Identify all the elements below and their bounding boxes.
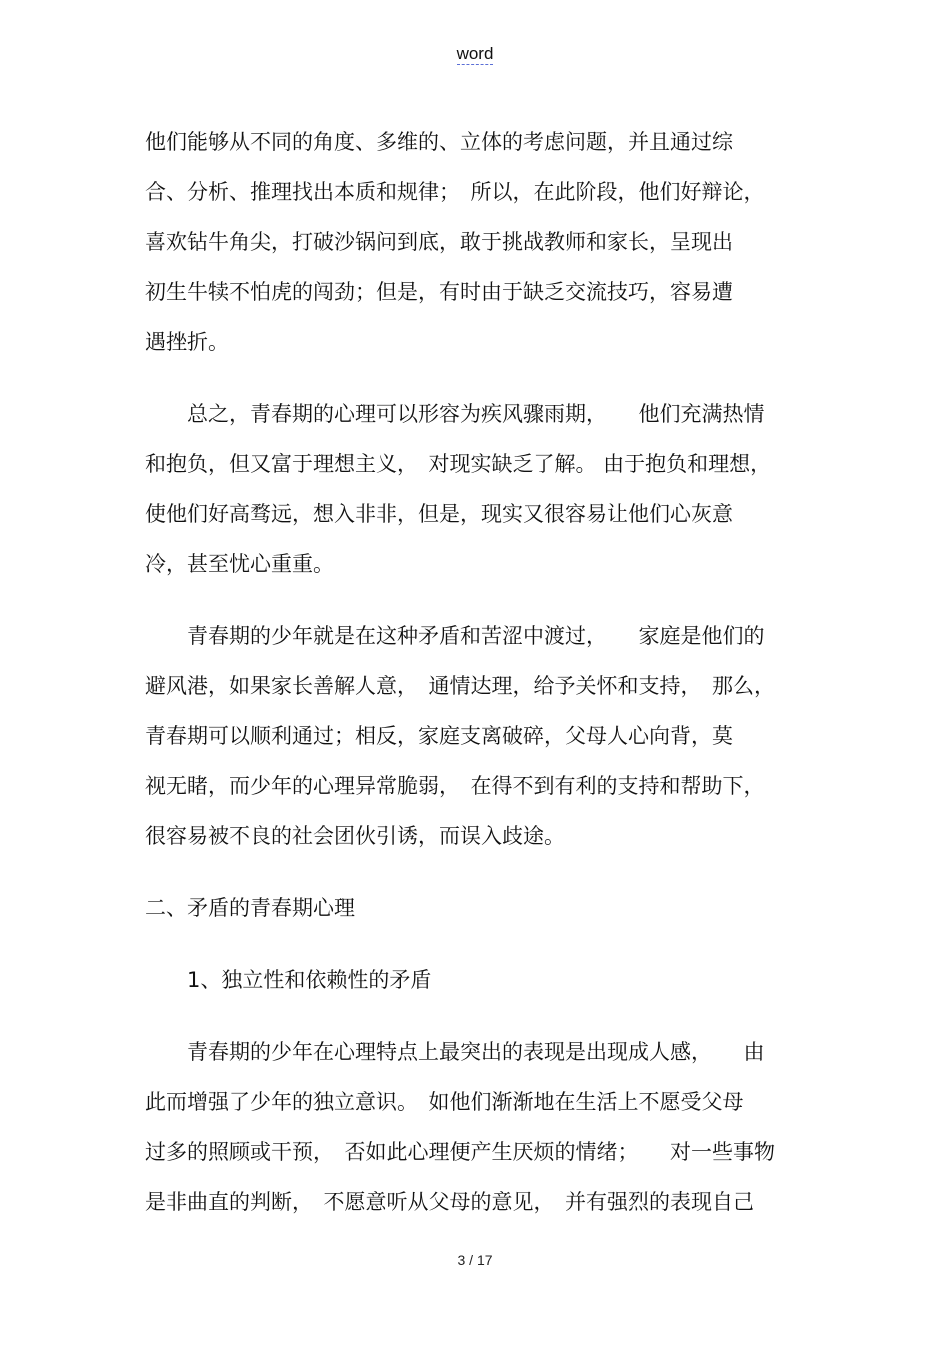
page-header: [0, 44, 950, 64]
body-line: 冷，甚至忧心重重。: [145, 552, 334, 576]
subsection-heading: 1、独立性和依赖性的矛盾: [145, 968, 432, 992]
section-heading: 二、矛盾的青春期心理: [145, 896, 355, 920]
body-line: 喜欢钻牛角尖，打破沙锅问到底，敢于挑战教师和家长，呈现出: [145, 230, 733, 254]
body-line: 青春期可以顺利通过；相反，家庭支离破碎，父母人心向背，莫: [145, 724, 733, 748]
header-title: word: [456, 44, 494, 63]
body-line: 很容易被不良的社会团伙引诱，而误入歧途。: [145, 824, 565, 848]
body-line: 他们能够从不同的角度、多维的、立体的考虑问题，并且通过综: [145, 130, 733, 154]
body-line: 此而增强了少年的独立意识。 如他们渐渐地在生活上不愿受父母: [145, 1090, 744, 1114]
body-line: 过多的照顾或干预， 否如此心理便产生厌烦的情绪； 对一些事物: [145, 1140, 775, 1164]
body-line: 使他们好高骛远，想入非非，但是，现实又很容易让他们心灰意: [145, 502, 733, 526]
body-line: 青春期的少年就是在这种矛盾和苦涩中渡过， 家庭是他们的: [145, 624, 765, 648]
body-line: 视无睹，而少年的心理异常脆弱， 在得不到有利的支持和帮助下，: [145, 774, 765, 798]
body-line: 合、分析、推理找出本质和规律； 所以，在此阶段，他们好辩论，: [145, 180, 765, 204]
body-line: 是非曲直的判断， 不愿意听从父母的意见， 并有强烈的表现自己: [145, 1190, 754, 1214]
body-line: 青春期的少年在心理特点上最突出的表现是出现成人感， 由: [145, 1040, 765, 1064]
page-number: 3 / 17: [457, 1252, 493, 1268]
body-line: 遇挫折。: [145, 330, 229, 354]
body-line: 避风港，如果家长善解人意， 通情达理，给予关怀和支持， 那么，: [145, 674, 775, 698]
body-line: 初生牛犊不怕虎的闯劲；但是，有时由于缺乏交流技巧，容易遭: [145, 280, 733, 304]
body-line: 总之，青春期的心理可以形容为疾风骤雨期， 他们充满热情: [145, 402, 765, 426]
body-line: 和抱负，但又富于理想主义， 对现实缺乏了解。 由于抱负和理想，: [145, 452, 772, 476]
